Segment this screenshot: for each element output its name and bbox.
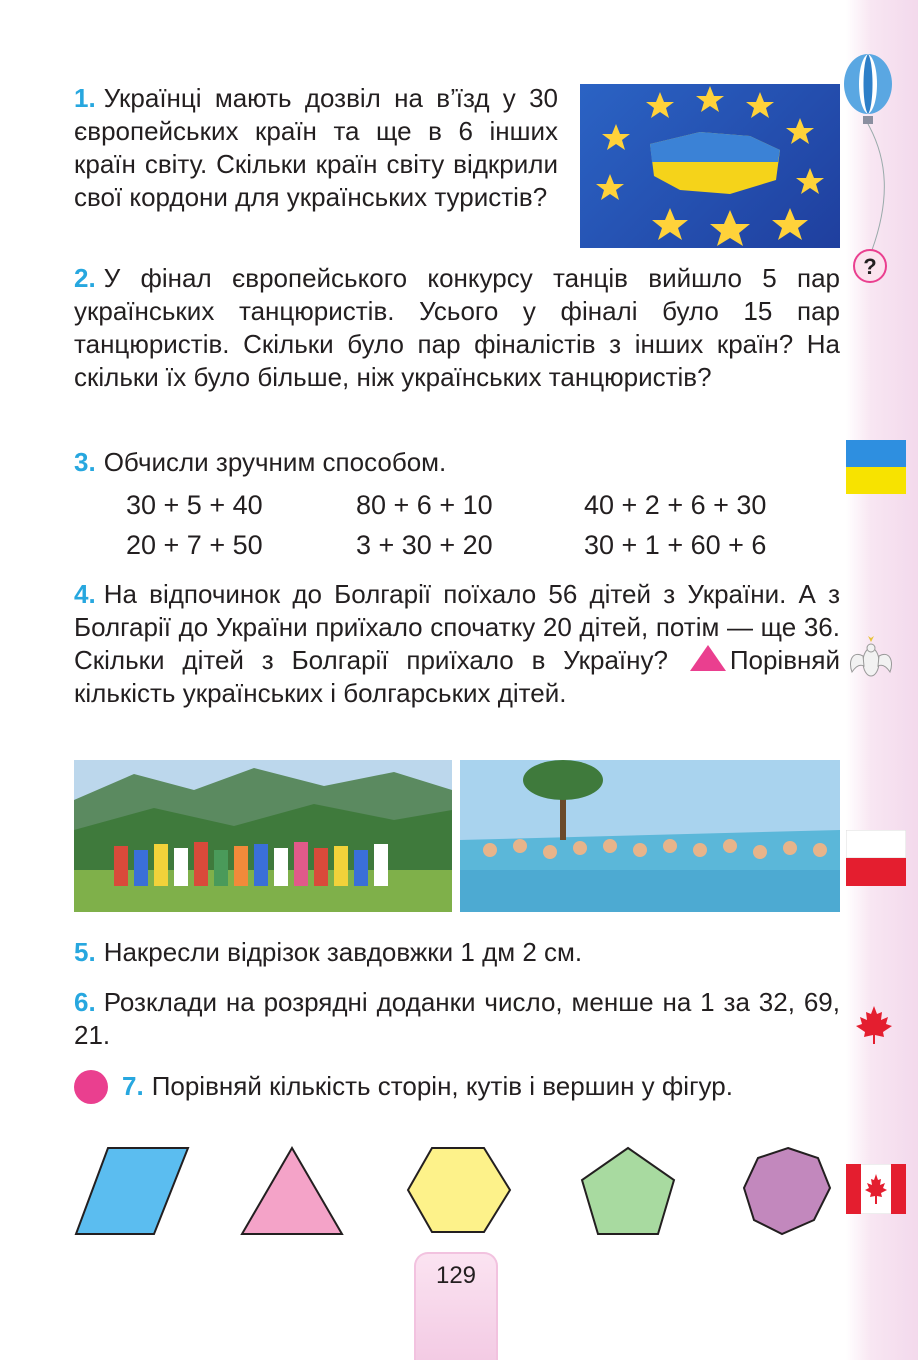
triangle-shape xyxy=(242,1148,342,1234)
task-number: 2. xyxy=(74,263,96,293)
eagle-emblem-icon xyxy=(846,632,896,688)
maple-leaf-icon xyxy=(854,1004,894,1044)
eu-stars-map-graphic xyxy=(580,84,840,248)
task-2 xyxy=(74,262,840,394)
pool-group-graphic xyxy=(460,760,840,912)
task-3 xyxy=(74,446,840,479)
expression: 3 + 30 + 20 xyxy=(356,530,493,560)
hexagon-shape xyxy=(408,1148,510,1232)
task-text: На відпочинок до Болгарії поїхало 56 дітей з України. А з Болгарії до України приїхало спочатку 20 дітей, потім — ще 36. Скільки дітей з Болгарії приїхало в Україну? xyxy=(74,579,840,675)
task-7 xyxy=(74,1070,840,1103)
parallelogram-shape xyxy=(76,1148,188,1234)
task-text: Накресли відрізок завдовжки 1 дм 2 см. xyxy=(103,937,583,967)
task-6 xyxy=(74,986,840,1052)
poland-flag-icon xyxy=(846,830,906,886)
task-number: 3. xyxy=(74,447,96,477)
task-text: Порівняй кількість сторін, кутів і вершин у фігур. xyxy=(151,1071,733,1101)
task-text-extra: Порівняй кількість українських і болгарських дітей. xyxy=(74,645,840,708)
task-text: Обчисли зручним способом. xyxy=(103,447,447,477)
expression: 30 + 1 + 60 + 6 xyxy=(584,530,767,560)
pentagon-shape xyxy=(582,1148,674,1234)
shapes-row xyxy=(70,1140,850,1240)
task-number: 1. xyxy=(74,83,96,113)
eu-ukraine-image xyxy=(580,84,840,248)
canada-flag-icon xyxy=(846,1164,906,1214)
expression: 20 + 7 + 50 xyxy=(126,530,263,560)
task-text: Українці мають дозвіл на в’їзд у 30 європейських країн та ще в 6 інших країн світу. Скільки країн світу відкрили свої кордони для українських туристів? xyxy=(74,83,558,212)
task-5 xyxy=(74,936,840,969)
task-number: 4. xyxy=(74,579,96,609)
expression: 30 + 5 + 40 xyxy=(126,490,263,520)
expression: 80 + 6 + 10 xyxy=(356,490,493,520)
triangle-marker-icon xyxy=(690,645,726,671)
svg-text:?: ? xyxy=(863,254,877,279)
mountain-group-photo xyxy=(74,760,452,912)
task-number: 5. xyxy=(74,937,96,967)
task-4 xyxy=(74,578,840,710)
task-text: У фінал європейського конкурсу танців вийшло 5 пар українських танцюристів. Усього у фіналі було 15 пар танцюристів. Скільки було пар фіналістів з інших країн? На скільки їх було більше, ніж українських танцюристів? xyxy=(74,263,840,392)
task-number: 6. xyxy=(74,987,96,1017)
expression: 40 + 2 + 6 + 30 xyxy=(584,490,767,520)
question-icon xyxy=(852,248,890,286)
ukraine-flag-icon xyxy=(846,440,906,494)
mountain-group-graphic xyxy=(74,760,452,912)
task-1 xyxy=(74,82,558,214)
task-text: Розклади на розрядні доданки число, менше на 1 за 32, 69, 21. xyxy=(74,987,840,1050)
pool-group-photo xyxy=(460,760,840,912)
page-number: 129 xyxy=(435,1262,477,1289)
task-number: 7. xyxy=(122,1071,144,1101)
heptagon-shape xyxy=(744,1148,830,1234)
